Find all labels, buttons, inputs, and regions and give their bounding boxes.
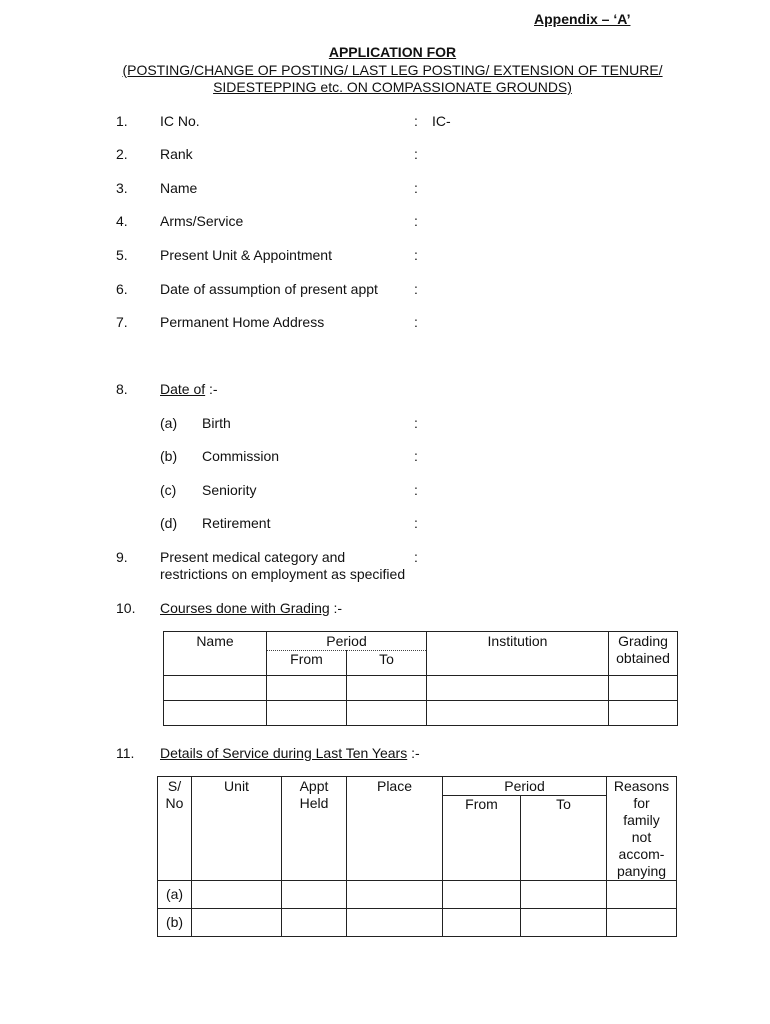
field-label-line2: restrictions on employment as specified (160, 566, 406, 582)
item-number: 6. (116, 281, 128, 297)
sub-label-birth: Birth (202, 415, 231, 431)
col-header-grading (609, 632, 678, 676)
sub-letter: (a) (160, 415, 178, 431)
field-colon: : (414, 213, 418, 229)
table-cell (164, 676, 267, 701)
service-heading-suffix: :- (407, 745, 420, 761)
col-header-grading-line2: obtained (616, 650, 670, 666)
field-label: Arms/Service (160, 213, 244, 229)
table-cell (347, 701, 427, 726)
col-header-reasons-line: for (633, 795, 650, 811)
col-header-name: Name (164, 632, 267, 676)
table-cell (267, 676, 347, 701)
col-header-unit: Unit (192, 777, 282, 881)
item-number: 11. (116, 745, 135, 761)
table-cell (427, 701, 609, 726)
table-cell (443, 881, 521, 909)
item-number: 8. (116, 381, 128, 397)
courses-heading-suffix: :- (329, 600, 343, 616)
field-colon: : (414, 146, 418, 162)
field-label: IC No. (160, 113, 200, 129)
table-row (164, 676, 678, 701)
page-title: APPLICATION FOR (328, 44, 457, 60)
appendix-label: Appendix – ‘A’ (534, 11, 631, 27)
page-subtitle-line2: SIDESTEPPING etc. ON COMPASSIONATE GROUNDS) (213, 79, 572, 95)
item-number: 9. (116, 549, 128, 565)
table-cell (347, 881, 443, 909)
table-cell (607, 881, 677, 909)
col-header-grading-line1: Grading (618, 633, 668, 649)
section-heading (160, 381, 218, 398)
table-cell (282, 881, 347, 909)
field-colon: : (414, 448, 418, 464)
table-cell (347, 909, 443, 937)
table-cell (282, 909, 347, 937)
field-value: IC- (432, 113, 451, 129)
sub-label-commission: Commission (202, 448, 280, 464)
col-header-reasons-line: panying (616, 863, 667, 879)
courses-heading (160, 600, 342, 617)
col-header-sno-line2: No (165, 795, 184, 811)
field-colon: : (414, 247, 418, 263)
col-header-appt (282, 777, 347, 881)
col-header-institution: Institution (427, 632, 609, 676)
col-header-to: To (347, 651, 427, 676)
field-label: Rank (160, 146, 193, 162)
col-header-place: Place (347, 777, 443, 881)
col-header-reasons (607, 777, 677, 881)
field-colon: : (414, 549, 418, 565)
col-header-reasons-line: Reasons (613, 778, 670, 794)
col-header-appt-line2: Held (299, 795, 329, 811)
field-colon: : (414, 482, 418, 498)
field-label: Permanent Home Address (160, 314, 325, 330)
item-number: 7. (116, 314, 128, 330)
field-colon: : (414, 113, 418, 129)
sub-letter: (d) (160, 515, 178, 531)
service-heading (160, 745, 420, 762)
courses-table (163, 631, 678, 726)
col-header-reasons-line: not (631, 829, 652, 845)
item-number: 3. (116, 180, 128, 196)
field-colon: : (414, 281, 418, 297)
sub-letter: (b) (160, 448, 178, 464)
col-header-reasons-line: family (623, 812, 660, 828)
table-cell (521, 881, 607, 909)
table-cell (443, 909, 521, 937)
table-cell (164, 701, 267, 726)
col-header-sno-line1: S/ (167, 778, 182, 794)
section-heading-suffix: :- (205, 381, 218, 397)
section-heading-underlined: Date of (160, 381, 206, 397)
courses-heading-underlined: Courses done with Grading (160, 600, 330, 616)
item-number: 2. (116, 146, 128, 162)
item-number: 5. (116, 247, 128, 263)
field-label: Present Unit & Appointment (160, 247, 332, 263)
col-header-from: From (267, 651, 347, 676)
service-heading-underlined: Details of Service during Last Ten Years (160, 745, 408, 761)
table-row (158, 909, 677, 937)
col-header-reasons-line: accom- (618, 846, 665, 862)
sub-label-retirement: Retirement (202, 515, 271, 531)
col-header-period: Period (443, 777, 607, 796)
page-subtitle-line1: (POSTING/CHANGE OF POSTING/ LAST LEG POSTING/ EXTENSION OF TENURE/ (122, 62, 663, 78)
field-colon: : (414, 180, 418, 196)
table-cell (609, 676, 678, 701)
item-number: 10. (116, 600, 136, 616)
sub-label-seniority: Seniority (202, 482, 257, 498)
field-colon: : (414, 415, 418, 431)
table-cell (267, 701, 347, 726)
field-label: Name (160, 180, 198, 196)
table-cell (192, 881, 282, 909)
service-table (157, 776, 677, 937)
table-cell (521, 909, 607, 937)
field-colon: : (414, 314, 418, 330)
col-header-period: Period (267, 632, 427, 651)
table-cell (347, 676, 427, 701)
sub-letter: (c) (160, 482, 177, 498)
table-cell (609, 701, 678, 726)
col-header-appt-line1: Appt (299, 778, 329, 794)
field-colon: : (414, 515, 418, 531)
row-label: (b) (158, 909, 192, 937)
table-row (164, 701, 678, 726)
table-cell (427, 676, 609, 701)
table-row (158, 881, 677, 909)
table-cell (607, 909, 677, 937)
row-label: (a) (158, 881, 192, 909)
table-cell (192, 909, 282, 937)
col-header-to: To (521, 796, 607, 881)
col-header-from: From (443, 796, 521, 881)
field-label-line1: Present medical category and (160, 549, 346, 565)
field-label: Date of assumption of present appt (160, 281, 378, 297)
item-number: 4. (116, 213, 128, 229)
item-number: 1. (116, 113, 128, 129)
col-header-sno (158, 777, 192, 881)
